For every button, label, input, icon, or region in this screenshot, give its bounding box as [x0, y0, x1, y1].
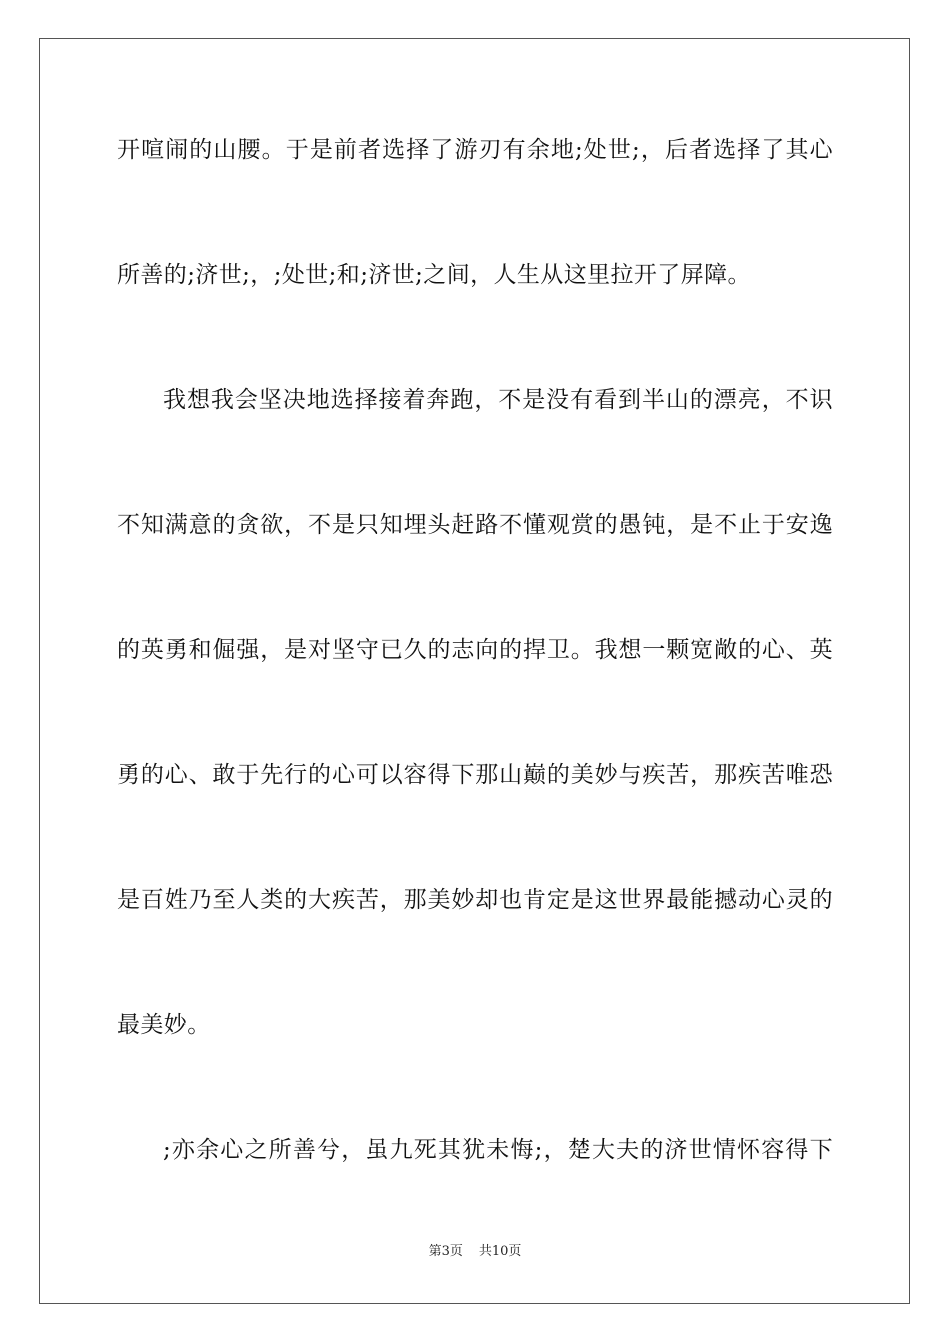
paragraph-start-line: ;亦余心之所善兮，虽九死其犹未悔;，楚大夫的济世情怀容得下: [163, 1137, 833, 1163]
body-text-line: 勇的心、敢于先行的心可以容得下那山巅的美妙与疾苦，那疾苦唯恐: [117, 762, 833, 788]
page-frame: [39, 38, 910, 1304]
page-total: 共10页: [478, 1244, 522, 1259]
body-text-line: 所善的;济世;，;处世;和;济世;之间，人生从这里拉开了屏障。: [117, 262, 751, 288]
body-text-line: 不知满意的贪欲，不是只知埋头赶路不懂观赏的愚钝，是不止于安逸: [117, 512, 833, 538]
body-text-line: 是百姓乃至人类的大疾苦，那美妙却也肯定是这世界最能撼动心灵的: [117, 887, 833, 913]
body-text-line: 开喧闹的山腰。于是前者选择了游刃有余地;处世;，后者选择了其心: [117, 137, 833, 163]
paragraph-start-line: 我想我会坚决地选择接着奔跑，不是没有看到半山的漂亮，不识: [163, 387, 833, 413]
body-text-line: 最美妙。: [117, 1012, 211, 1038]
body-text-line: 的英勇和倔强，是对坚守已久的志向的捍卫。我想一颗宽敞的心、英: [117, 637, 833, 663]
page-number: 第3页: [428, 1244, 463, 1259]
page-footer: [0, 1244, 950, 1260]
